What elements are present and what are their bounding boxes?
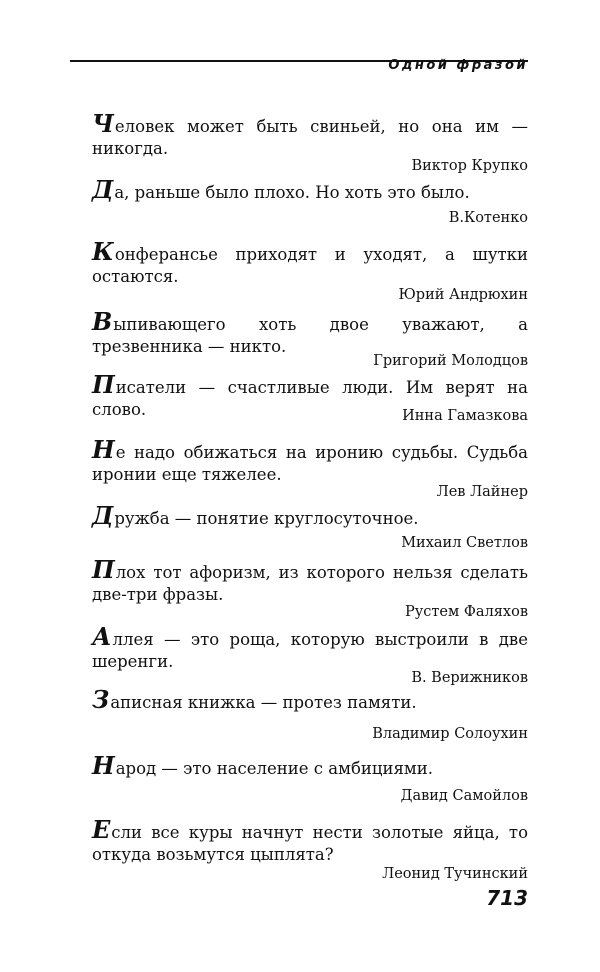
drop-initial: К	[92, 237, 114, 266]
drop-initial: Е	[92, 815, 111, 844]
aphorism-text: Плох тот афоризм, из которого нельзя сделать две-три фразы.	[92, 555, 528, 604]
aphorism-entry	[92, 109, 528, 160]
page-number: 713	[486, 886, 528, 910]
aphorism-entry	[92, 622, 528, 673]
aphorism-text: Не надо обижаться на иронию судьбы. Судьба иронии еще тяжелее.	[92, 435, 528, 484]
aphorism-author: Григорий Молодцов	[373, 353, 528, 369]
aphorism-author: Давид Самойлов	[400, 788, 528, 804]
aphorism-author: Михаил Светлов	[401, 535, 528, 551]
drop-initial: П	[92, 370, 115, 399]
aphorism-entry	[92, 307, 528, 358]
aphorism-text: Выпивающего хоть двое уважают, а трезвенника — никто.	[92, 307, 528, 356]
aphorism-author: Владимир Солоухин	[372, 726, 528, 742]
aphorism-text: Народ — это население с амбициями.	[92, 751, 433, 780]
aphorism-text: Дружба — понятие круглосуточное.	[92, 501, 419, 530]
drop-initial: П	[92, 555, 115, 584]
aphorism-entry	[92, 435, 528, 486]
aphorism-text: Аллея — это роща, которую выстроили в две шеренги.	[92, 622, 528, 671]
aphorism-text: Конферансье приходят и уходят, а шутки остаются.	[92, 237, 528, 286]
aphorism-author: Инна Гамазкова	[402, 408, 528, 424]
aphorism-entry	[92, 501, 528, 530]
aphorism-text: Писатели — счастливые люди. Им верят на слово.	[92, 370, 528, 419]
aphorism-author: Леонид Тучинский	[382, 866, 528, 882]
drop-initial: В	[92, 307, 113, 336]
aphorism-entry	[92, 685, 528, 714]
aphorism-text: Записная книжка — протез памяти.	[92, 685, 417, 714]
aphorism-entry	[92, 237, 528, 288]
aphorism-author: Рустем Фаляхов	[404, 604, 528, 620]
aphorism-entry	[92, 751, 528, 780]
aphorism-text: Если все куры начнут нести золотые яйца, то откуда возьмутся цыплята?	[92, 815, 528, 864]
aphorism-author: Лев Лайнер	[436, 484, 528, 500]
drop-initial: Д	[92, 501, 114, 530]
drop-initial: Н	[92, 751, 115, 780]
drop-initial: Ч	[92, 109, 114, 138]
aphorism-author: В.Котенко	[448, 210, 528, 226]
aphorism-author: В. Верижников	[411, 670, 528, 686]
drop-initial: З	[92, 685, 110, 714]
running-header	[70, 58, 528, 73]
aphorism-entry	[92, 175, 528, 204]
aphorism-text: Да, раньше было плохо. Но хоть это было.	[92, 175, 470, 204]
running-title: Одной фразой	[388, 58, 528, 73]
aphorism-entry	[92, 555, 528, 606]
drop-initial: Д	[92, 175, 114, 204]
aphorism-author: Юрий Андрюхин	[398, 287, 528, 303]
aphorism-text: Человек может быть свиньей, но она им — никогда.	[92, 109, 528, 158]
drop-initial: А	[92, 622, 112, 651]
drop-initial: Н	[92, 435, 115, 464]
aphorism-author: Виктор Крупко	[411, 158, 528, 174]
aphorism-entry	[92, 815, 528, 866]
